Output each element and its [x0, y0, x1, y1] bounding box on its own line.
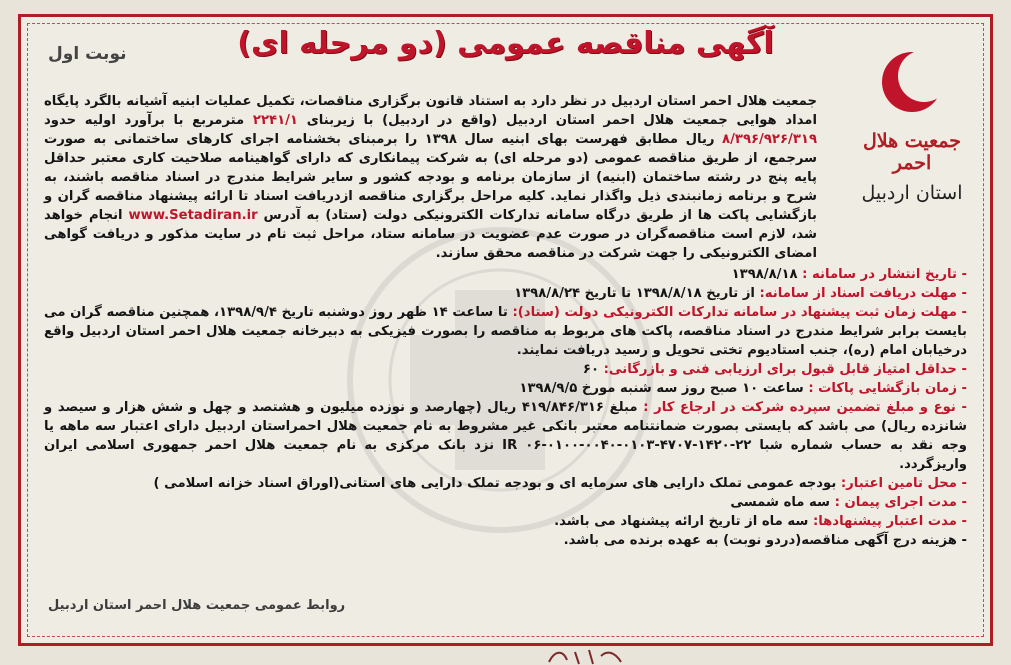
item-label: - مدت اعتبار پیشنهادها: — [812, 514, 967, 529]
estimate-value: ۸/۳۹۶/۹۲۶/۳۱۹ — [722, 132, 817, 147]
item-label: - تاریخ انتشار در سامانه : — [802, 267, 967, 282]
logo-province: استان اردبیل — [861, 182, 963, 204]
item-value: ۱۳۹۸/۸/۱۸ — [731, 267, 803, 282]
publication-round: نوبت اول — [48, 44, 127, 64]
item-value: ۶۰ — [582, 362, 604, 377]
list-item — [44, 398, 967, 474]
item-label: - زمان بازگشایی پاکات : — [808, 381, 967, 396]
item-label: - نوع و مبلغ تضمین سپرده شرکت در ارجاع کار : — [643, 400, 968, 415]
intro-text-4: انجام خواهد شد، لازم است مناقصه‌گران در صورت عدم عضویت در سامانه ستاد، مراحل ثبت نام در سایت مذکور و دریافت گواهی امضای الکترونیکی را جهت شرکت در مناقصه محقق سازند. — [44, 208, 817, 261]
area-value: ۲۲۴۱/۱ — [252, 113, 298, 128]
list-item — [44, 284, 967, 303]
public-relations-signature: روابط عمومی جمعیت هلال احمر استان اردبیل — [48, 598, 346, 613]
item-value: سه ماه از تاریخ ارائه پیشنهاد می باشد. — [554, 514, 813, 529]
item-value: - هزینه درج آگهی مناقصه(دردو نوبت) به عهده برنده می باشد. — [563, 533, 967, 548]
website-link[interactable]: www.Setadiran.ir — [128, 208, 258, 223]
schedule-list — [44, 265, 967, 550]
item-label: - مهلت دریافت اسناد از سامانه: — [759, 286, 967, 301]
item-value: بودجه عمومی تملک دارایی های سرمایه ای و بودجه تملک دارایی های استانی(اوراق اسناد خزانه اسلامی ) — [153, 476, 841, 491]
list-item — [44, 493, 967, 512]
list-item — [44, 303, 967, 360]
intro-text-1: جمعیت هلال احمر استان اردبیل در نظر دارد به استناد قانون برگزاری مناقصات، تکمیل عملیات ابنیه آشیانه بالگرد پایگاه امداد هوایی جمعیت هلال احمر استان اردبیل (واقع در اردبیل) با زیربنای — [44, 94, 817, 128]
item-value: مبلغ ۴۱۹/۸۴۶/۳۱۶ ریال (چهارصد و نوزده میلیون و هشتصد و چهل و شش هزار و سیصد و شانزده ریال) می باشد که بایستی بصورت ضمانتنامه معتبر بانکی غیر مشروط به نام جمعیت هلال احمراستان اردبیل دارای اعتبار سه ماهه یا وجه نقد به حساب شماره شبا IR ۰۶-۰۱۰۰-۰۰۴۰-۰۱۰۳-۴۷۰۷-۱۴۲۰-۲۲ نزد بانک مرکزی به نام جمعیت هلال احمر جمهوری اسلامی ایران واریزگردد. — [44, 400, 968, 472]
item-label: - مدت اجرای پیمان : — [834, 495, 967, 510]
item-label: - حداقل امتیاز قابل قبول برای ارزیابی فنی و بازرگانی: — [603, 362, 967, 377]
item-label: - محل تامین اعتبار: — [840, 476, 967, 491]
item-label: - مهلت زمان ثبت پیشنهاد در سامانه تدارکات الکترونیکی دولت (ستاد): — [512, 305, 967, 320]
list-item — [44, 531, 967, 550]
list-item — [44, 360, 967, 379]
notice-body — [44, 92, 967, 550]
intro-text-2: مترمربع با برآورد اولیه حدود — [44, 113, 245, 128]
item-value: ساعت ۱۰ صبح روز سه شنبه مورخ ۱۳۹۸/۹/۵ — [519, 381, 809, 396]
list-item — [44, 474, 967, 493]
handwritten-mark-icon — [545, 646, 625, 665]
item-value: از تاریخ ۱۳۹۸/۸/۱۸ تا تاریخ ۱۳۹۸/۸/۲۴ — [514, 286, 760, 301]
item-value: سه ماه شمسی — [730, 495, 835, 510]
list-item — [44, 512, 967, 531]
list-item — [44, 379, 967, 398]
intro-text-3: ریال مطابق فهرست بهای ابنیه سال ۱۳۹۸ را برمبنای بخشنامه اجرای کارهای ساختمانی به صورت سرجمع، از طریق مناقصه عمومی (دو مرحله ای) به شرکت پیمانکاری که دارای گواهینامه صلاحیت کاری معتبر حداقل پایه پنج در رشته ساختمان (ابنیه) از سازمان برنامه و بودجه کشور و سایر شرایط مندرج در اسناد مناقصه باشند، به شرح و برنامه زمانبندی ذیل واگذار نماید. کلیه مراحل برگزاری مناقصه ازدریافت اسناد تا ارائه پیشنهاد مناقصه گران و بازگشایی پاکت ها از طریق درگاه سامانه تدارکات الکترونیکی دولت (ستاد) به آدرس — [44, 132, 818, 223]
logo-org-name: جمعیت هلال احمر — [862, 130, 962, 174]
list-item — [44, 265, 967, 284]
intro-paragraph — [44, 92, 967, 263]
item-value: تا ساعت ۱۴ ظهر روز دوشنبه تاریخ ۱۳۹۸/۹/۴، همچنین مناقصه گران می بایست برابر شرایط مندرج در اسناد مناقصه، پاکت های مربوط به مناقصه را بصورت فیزیکی به دبیرخانه جمعیت هلال احمر استان اردبیل واقع درخیابان امام (ره)، جنب استادیوم تختی تحویل و رسید دریافت نمایند. — [44, 305, 967, 358]
notice-title: آگهی مناقصه عمومی (دو مرحله ای) — [237, 26, 774, 61]
